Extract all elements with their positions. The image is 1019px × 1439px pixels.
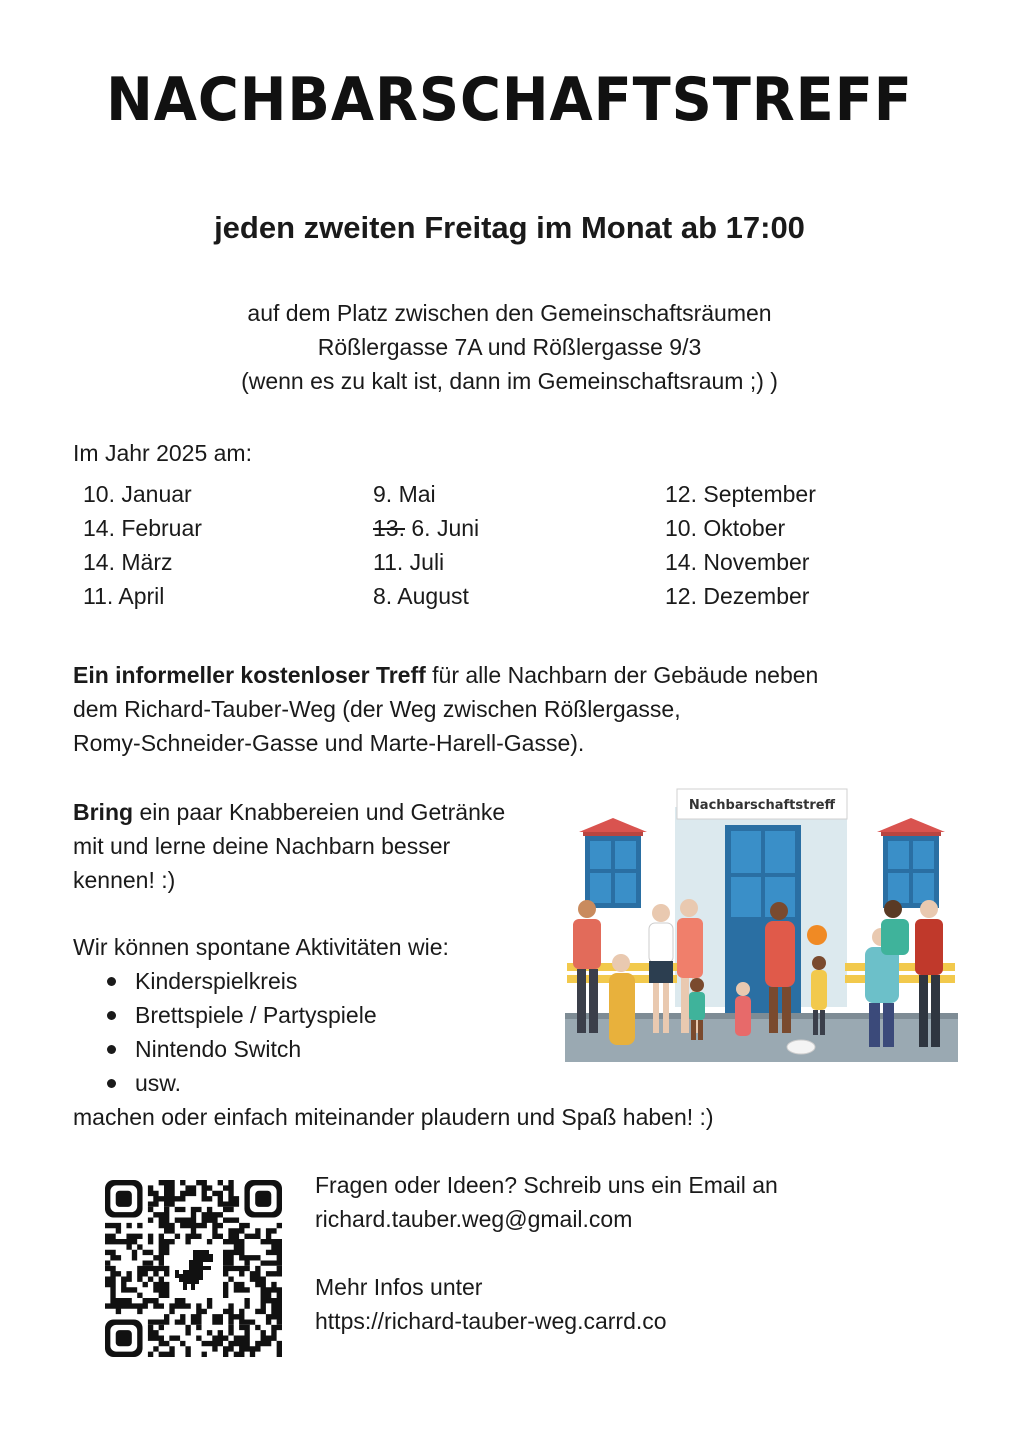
date-item: 12. Dezember [665, 583, 810, 609]
date-item: 11. Juli [373, 549, 445, 575]
schedule-subtitle: jeden zweiten Freitag im Monat ab 17:00 [214, 210, 805, 245]
cancelled-date: 13. [373, 515, 405, 541]
list-item: usw. [73, 1066, 377, 1100]
date-item: 8. August [373, 583, 469, 609]
list-item: Kinderspielkreis [73, 964, 377, 998]
dates-column-1 [83, 481, 202, 617]
dino-icon [175, 1250, 213, 1290]
contact-line-1: Fragen oder Ideen? Schreib uns ein Email an [315, 1172, 778, 1198]
dates-column-2 [373, 481, 479, 617]
more-info-label: Mehr Infos unter [315, 1274, 483, 1300]
date-item: 13. 6. Juni [373, 515, 480, 541]
activities-list [73, 964, 377, 1100]
contact-email[interactable]: richard.tauber.weg@gmail.com [315, 1206, 633, 1232]
location-line-1: auf dem Platz zwischen den Gemeinschaftsräumen [247, 300, 772, 326]
list-item: Brettspiele / Partyspiele [73, 998, 377, 1032]
date-item: 14. Februar [83, 515, 202, 541]
dates-intro: Im Jahr 2025 am: [73, 440, 252, 466]
activities-outro: machen oder einfach miteinander plaudern und Spaß haben! :) [73, 1104, 714, 1130]
date-item: 12. September [665, 481, 816, 507]
date-item: 10. Januar [83, 481, 192, 507]
location-line-3: (wenn es zu kalt ist, dann im Gemeinschaftsraum ;) ) [241, 368, 778, 394]
activities-intro: Wir können spontane Aktivitäten wie: [73, 934, 449, 960]
location-line-2: Rößlergasse 7A und Rößlergasse 9/3 [317, 334, 702, 360]
date-item: 11. April [83, 583, 165, 609]
sign-label: Nachbarschaftstreff [688, 798, 836, 813]
date-item: 14. März [83, 549, 173, 575]
website-link[interactable]: https://richard-tauber-weg.carrd.co [315, 1308, 667, 1334]
date-item: 14. November [665, 549, 810, 575]
page-title: NACHBARSCHAFTSTREFF [106, 65, 913, 135]
info-bold: Ein informeller kostenloser Treff [73, 662, 426, 688]
bring-bold: Bring [73, 799, 134, 825]
bring-paragraph: Bring ein paar Knabbereien und Getränke mit und lerne deine Nachbarn besser kennen! :) [73, 799, 506, 893]
qr-code[interactable] [105, 1180, 282, 1357]
qr-finder-pattern [244, 1180, 282, 1218]
list-item: Nintendo Switch [73, 1032, 377, 1066]
neighbors-illustration [565, 785, 958, 1062]
date-item: 10. Oktober [665, 515, 786, 541]
qr-finder-pattern [105, 1319, 143, 1357]
qr-finder-pattern [105, 1180, 143, 1218]
info-paragraph: Ein informeller kostenloser Treff für alle Nachbarn der Gebäude neben dem Richard-Tauber-Weg (der Weg zwischen Rößlergasse, Romy-Schneider-Gasse und Marte-Harell-Gasse). [73, 662, 819, 756]
date-item: 9. Mai [373, 481, 436, 507]
dates-column-3 [665, 481, 816, 617]
